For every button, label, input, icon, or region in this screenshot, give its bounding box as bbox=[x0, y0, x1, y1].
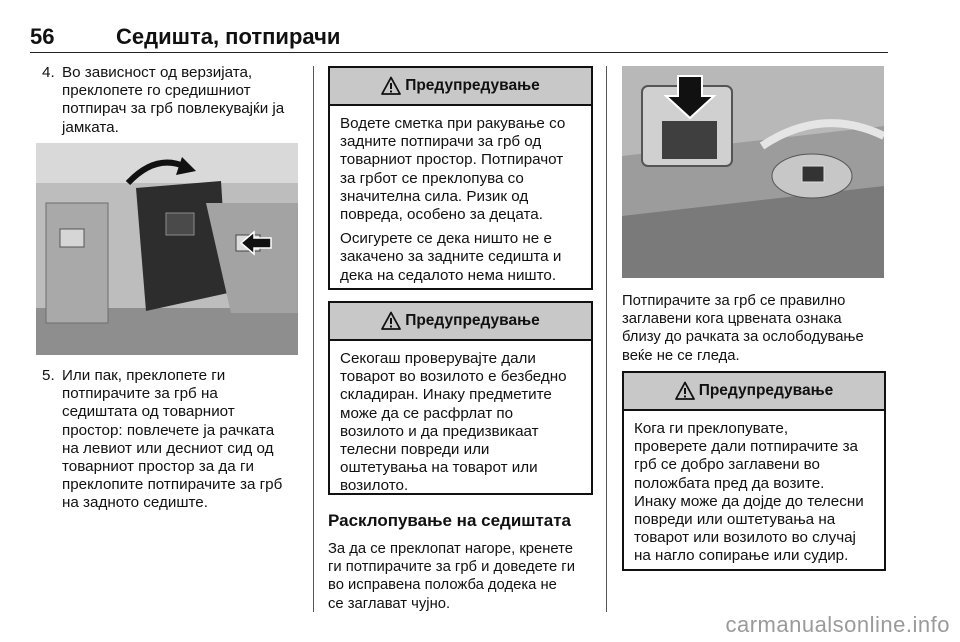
step-5-line: товарниот простор за да ги bbox=[62, 458, 254, 476]
step-4-line: потпирач за грб повлекувајќи ја bbox=[62, 100, 285, 118]
step-4-text bbox=[62, 64, 284, 137]
page-number: 56 bbox=[30, 24, 55, 49]
warning-header bbox=[624, 373, 884, 411]
header-rule bbox=[30, 52, 888, 53]
step-5-line: на задното седиште. bbox=[62, 494, 208, 512]
column-separator-1 bbox=[313, 66, 314, 612]
step-4-line: јамката. bbox=[62, 118, 119, 136]
step-4-line: преклопете го средишниот bbox=[62, 82, 251, 100]
warning-title: Предупредување bbox=[698, 382, 834, 399]
warning-line: товарот во возилото е безбедно bbox=[340, 368, 567, 386]
step-5-number: 5. bbox=[42, 367, 55, 384]
step-5-line: седиштата од товарниот bbox=[62, 403, 235, 421]
warning-paragraph bbox=[634, 420, 874, 566]
warning-line: положбата пред да возите. bbox=[634, 474, 825, 492]
warning-triangle-icon bbox=[381, 76, 401, 96]
warning-line: складиран. Инаку предметите bbox=[340, 386, 552, 404]
step-5-line: на левиот или десниот сид од bbox=[62, 439, 274, 457]
step-4-line: Во зависност од верзијата, bbox=[62, 64, 253, 81]
step-5-line: преклопите потпирачите за грб bbox=[62, 476, 283, 494]
seat-fold-illustration bbox=[36, 143, 298, 355]
step-4 bbox=[42, 64, 307, 140]
warning-line: проверете дали потпирачите за bbox=[634, 438, 858, 456]
page-header bbox=[30, 24, 890, 54]
warning-line: Водете сметка при ракување со bbox=[340, 115, 566, 132]
warning-line: оштетувања на товарот или bbox=[340, 459, 538, 477]
seat-fold-photo bbox=[36, 143, 298, 355]
warning-line: товарот или возилото во случај bbox=[634, 529, 856, 547]
warning-line: товарниот простор. Потпирачот bbox=[340, 151, 564, 169]
warning-triangle-icon bbox=[675, 381, 695, 401]
warning-line: закачено за задните седишта и bbox=[340, 248, 562, 266]
warning-header bbox=[330, 303, 591, 341]
warning-line: може да се расфрлат по bbox=[340, 404, 514, 422]
warning-triangle-icon bbox=[381, 311, 401, 331]
warning-line: телесни повреди или bbox=[340, 441, 490, 459]
warning-title: Предупредување bbox=[405, 312, 540, 329]
caption-text bbox=[622, 292, 892, 365]
warning-line: Осигурете се дека ништо не е bbox=[340, 230, 552, 248]
warning-line: возилото и да предизвикаат bbox=[340, 422, 539, 440]
warning-line: за грбот се преклопува со bbox=[340, 169, 524, 187]
section-line: За да се преклопат нагоре, кренете bbox=[328, 541, 574, 557]
caption-line: близу до рачката за ослободување bbox=[622, 329, 864, 346]
warning-line: Секогаш проверувајте дали bbox=[340, 350, 536, 367]
warning-line: повреда, особено за децата. bbox=[340, 206, 543, 224]
caption-line: Потпирачите за грб се правилно bbox=[622, 293, 846, 309]
warning-line: Кога ги преклопувате, bbox=[634, 420, 789, 437]
warning-header bbox=[330, 68, 591, 106]
watermark: carmanualsonline.info bbox=[725, 612, 950, 637]
section-line: ги потпирачите за грб и доведете ги bbox=[328, 559, 575, 576]
warning-line: возилото. bbox=[340, 477, 409, 495]
step-4-number: 4. bbox=[42, 64, 55, 81]
warning-paragraph bbox=[340, 115, 581, 224]
column-separator-2 bbox=[606, 66, 607, 612]
warning-line: задните потпирачи за грб од bbox=[340, 133, 542, 151]
warning-body bbox=[330, 341, 591, 496]
step-5-line: Или пак, преклопете ги bbox=[62, 367, 226, 384]
warning-box-1 bbox=[328, 66, 593, 290]
section-text bbox=[328, 540, 603, 613]
warning-box-3 bbox=[622, 371, 886, 571]
section-line: се заглават чујно. bbox=[328, 595, 451, 612]
release-handle-illustration bbox=[622, 66, 884, 278]
warning-paragraph bbox=[340, 230, 581, 285]
warning-line: значителна сила. Ризик од bbox=[340, 187, 529, 205]
warning-line: Инаку може да дојде до телесни bbox=[634, 492, 864, 510]
warning-box-2 bbox=[328, 301, 593, 495]
release-handle-photo bbox=[622, 66, 884, 278]
step-5 bbox=[42, 367, 307, 517]
step-5-line: простор: повлечете ја рачката bbox=[62, 421, 275, 439]
warning-body bbox=[624, 411, 884, 566]
page-title: Седишта, потпирачи bbox=[116, 24, 341, 49]
warning-title: Предупредување bbox=[405, 77, 540, 94]
section-heading: Расклопување на седиштата bbox=[328, 511, 572, 530]
warning-line: грб се добро заглавени во bbox=[634, 456, 820, 474]
step-5-line: потпирачите за грб на bbox=[62, 385, 218, 403]
warning-line: на нагло сопирање или судир. bbox=[634, 547, 849, 565]
warning-paragraph bbox=[340, 350, 581, 496]
step-5-text bbox=[62, 367, 282, 513]
warning-line: повреди или оштетувања на bbox=[634, 511, 836, 529]
caption-line: веќе не се гледа. bbox=[622, 347, 740, 364]
warning-line: дека на седалото нема ништо. bbox=[340, 266, 557, 284]
caption-line: заглавени кога црвената ознака bbox=[622, 311, 842, 328]
warning-body bbox=[330, 106, 591, 285]
section-line: во исправена положба додека не bbox=[328, 577, 557, 594]
